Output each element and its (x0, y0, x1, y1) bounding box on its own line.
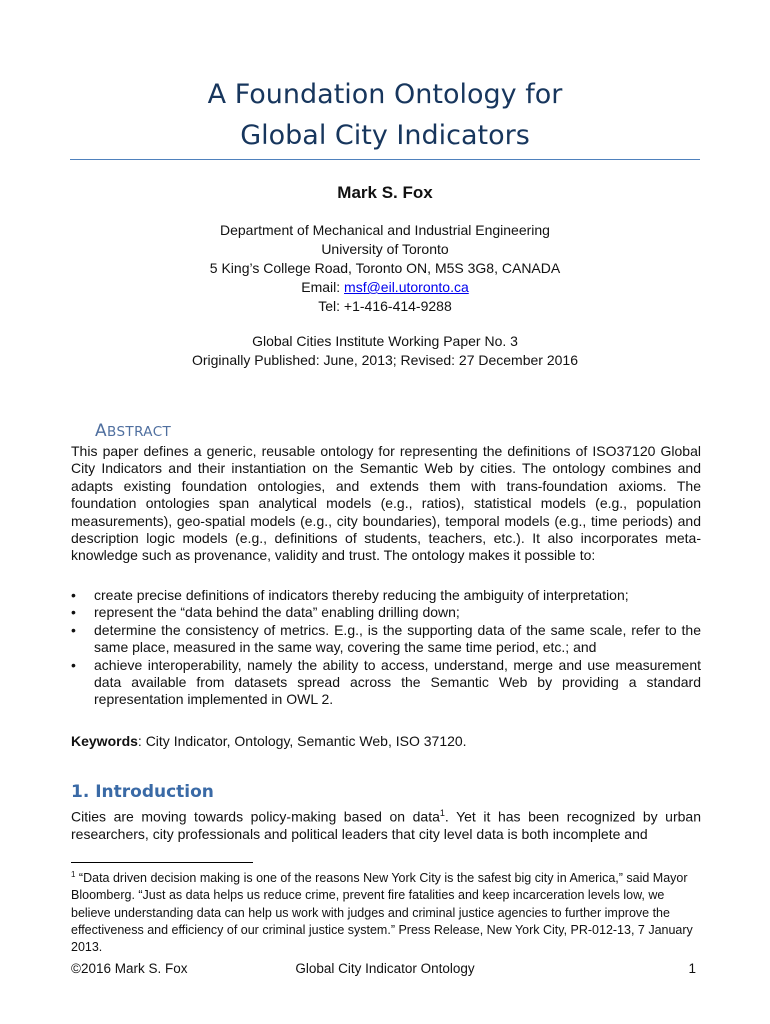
telephone: Tel: +1-416-414-9288 (318, 298, 452, 314)
email-label: Email: (301, 279, 345, 295)
list-item-text: create precise definitions of indicators thereby reducing the ambiguity of interpretation; (94, 587, 629, 603)
footnote-divider (71, 862, 253, 863)
keywords-line (71, 733, 467, 749)
list-item (71, 622, 701, 657)
address: 5 King’s College Road, Toronto ON, M5S 3G8, CANADA (209, 260, 561, 276)
bullet-marker: • (71, 587, 76, 603)
abstract-body: This paper defines a generic, reusable ontology for representing the definitions of ISO37120 Global City Indicators and their instantiation on the Semantic Web by cities. The ontology combines and adapts existing foundation ontologies, and extends them with trans-foundation axioms. The foundation ontologies span analytical models (e.g., ratios), statistical models (e.g., population measurements), geo-spatial models (e.g., city boundaries), temporal models (e.g., time periods) and description logic models (e.g., definitions of students, teachers, etc.). It also incorporates meta-knowledge such as provenance, validity and trust. The ontology makes it possible to: (71, 443, 701, 564)
bullet-marker: • (71, 604, 76, 621)
section-heading-introduction: 1. Introduction (71, 782, 214, 802)
list-item (71, 604, 701, 621)
intro-text-before-note: Cities are moving towards policy-making based on data (71, 808, 440, 825)
abstract-heading-initial: A (95, 421, 108, 441)
publication-dates: Originally Published: June, 2013; Revised: 27 December 2016 (191, 352, 578, 368)
bullet-marker: • (71, 656, 76, 673)
introduction-paragraph (71, 805, 701, 843)
footer-page-number: 1 (688, 961, 696, 976)
author-name: Mark S. Fox (337, 183, 433, 202)
footnote-reference[interactable]: 1 (439, 808, 445, 818)
affiliation-block (0, 221, 770, 316)
footnote-number: 1 (71, 870, 76, 879)
keywords-text: : City Indicator, Ontology, Semantic Web, ISO 37120. (137, 733, 467, 749)
department: Department of Mechanical and Industrial Engineering (220, 222, 550, 238)
working-paper-series: Global Cities Institute Working Paper No. 3 (252, 333, 518, 349)
bullet-marker: • (71, 621, 76, 638)
footer-copyright: ©2016 Mark S. Fox (71, 961, 188, 976)
title-line-1: A Foundation Ontology for (207, 79, 563, 110)
email-line (0, 278, 770, 297)
footnote (71, 866, 701, 956)
list-item-text: represent the “data behind the data” enabling drilling down; (94, 604, 460, 621)
footnote-text: “Data driven decision making is one of the reasons New York City is the safest big city in America,” said Mayor Bloomberg. “Just as data helps us reduce crime, prevent fire fatalities and keep incarceration levels low, we believe understanding data can help us work with judges and criminal justice agencies to further improve the effectiveness and efficiency of our criminal justice system.” Press Release, New York City, PR-012-13, 7 January 2013. (71, 871, 693, 954)
title-divider (70, 159, 700, 160)
working-paper-info (0, 332, 770, 370)
list-item (71, 587, 701, 604)
title-line-2: Global City Indicators (240, 120, 530, 151)
abstract-bullet-list (71, 587, 701, 709)
list-item-text: determine the consistency of metrics. E.g., is the supporting data of the same scale, refer to the same place, measured in the same way, covering the same time period, etc.; and (94, 621, 701, 656)
list-item (71, 657, 701, 709)
abstract-heading (95, 421, 171, 441)
email-link[interactable]: msf@eil.utoronto.ca (344, 279, 469, 295)
footer-running-title: Global City Indicator Ontology (295, 961, 475, 976)
university: University of Toronto (321, 241, 449, 257)
abstract-heading-rest: BSTRACT (107, 424, 172, 440)
list-item-text: achieve interoperability, namely the ability to access, understand, merge and use measurement data available from datasets spread across the Semantic Web by providing a standard representation implemented in OWL 2. (94, 656, 701, 708)
paper-title (0, 74, 770, 156)
keywords-label: Keywords (71, 733, 138, 749)
intro-text-after-note: . Yet it has been recognized by urban researchers, city professionals and political leaders that city level data is both incomplete and (71, 808, 701, 843)
